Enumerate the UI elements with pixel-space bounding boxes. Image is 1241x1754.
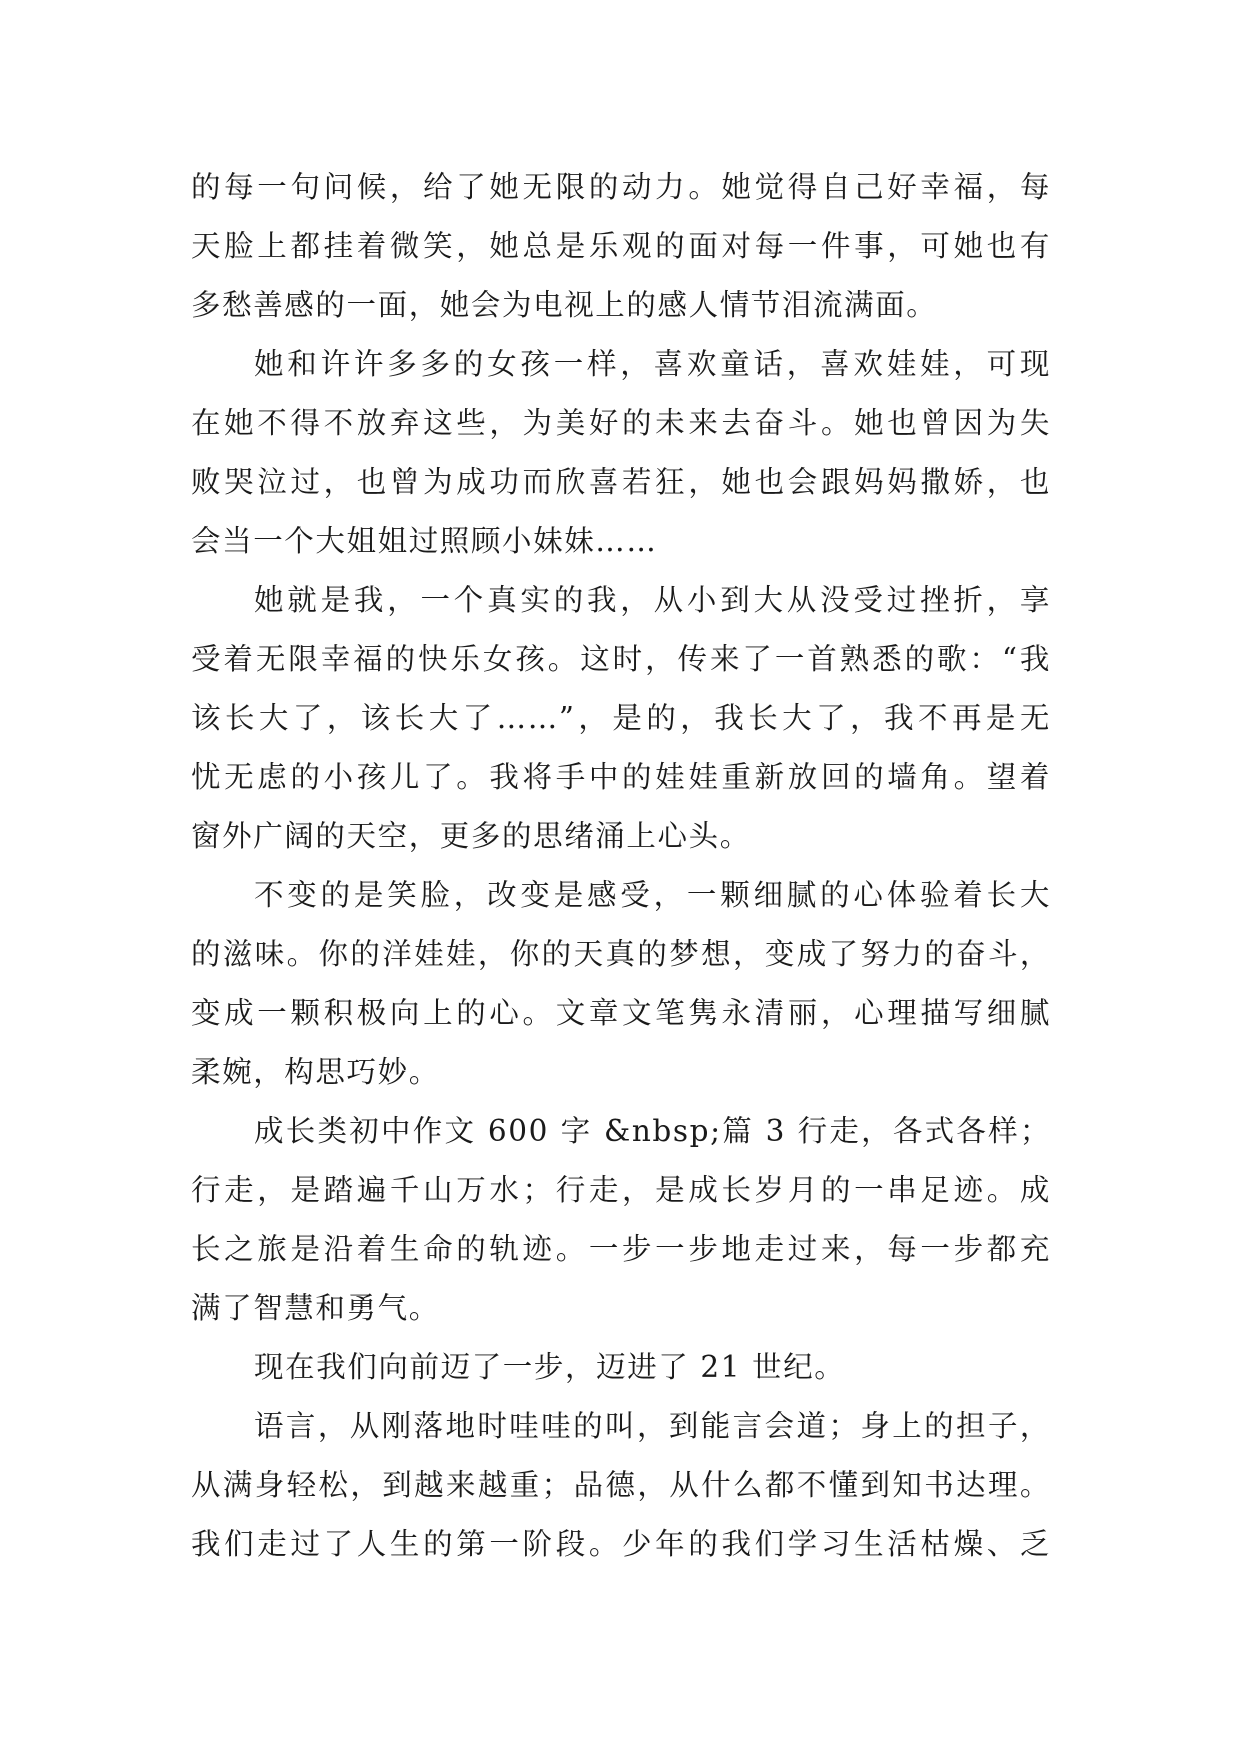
document-body (191, 158, 1051, 1574)
text-line: 行走，是踏遍千山万水；行走，是成长岁月的一串足迹。成 (191, 1173, 1051, 1207)
text-line: 语言，从刚落地时哇哇的叫，到能言会道；身上的担子， (254, 1409, 1051, 1443)
text-line: 受着无限幸福的快乐女孩。这时，传来了一首熟悉的歌：“我 (191, 642, 1051, 676)
text-line: 我们走过了人生的第一阶段。少年的我们学习生活枯燥、乏 (191, 1527, 1051, 1561)
text-line: 她就是我，一个真实的我，从小到大从没受过挫折，享 (254, 583, 1051, 617)
text-line: 长之旅是沿着生命的轨迹。一步一步地走过来，每一步都充 (191, 1232, 1051, 1266)
text-line: 从满身轻松，到越来越重；品德，从什么都不懂到知书达理。 (191, 1468, 1051, 1502)
text-line: 变成一颗积极向上的心。文章文笔隽永清丽，心理描写细腻 (191, 996, 1051, 1030)
text-line: 的滋味。你的洋娃娃，你的天真的梦想，变成了努力的奋斗， (191, 937, 1051, 971)
text-line: 会当一个大姐姐过照顾小妹妹…… (191, 524, 658, 558)
text-line: 现在我们向前迈了一步，迈进了 21 世纪。 (254, 1350, 846, 1384)
text-line: 她和许许多多的女孩一样，喜欢童话，喜欢娃娃，可现 (254, 347, 1051, 381)
text-line: 多愁善感的一面，她会为电视上的感人情节泪流满面。 (191, 288, 938, 322)
text-line: 不变的是笑脸，改变是感受，一颗细腻的心体验着长大 (254, 878, 1051, 912)
text-line: 天脸上都挂着微笑，她总是乐观的面对每一件事，可她也有 (191, 229, 1051, 263)
text-line: 该长大了，该长大了……”，是的，我长大了，我不再是无 (191, 701, 1051, 735)
text-line: 柔婉，构思巧妙。 (191, 1055, 440, 1089)
text-line: 败哭泣过，也曾为成功而欣喜若狂，她也会跟妈妈撒娇，也 (191, 465, 1051, 499)
text-line: 满了智慧和勇气。 (191, 1291, 440, 1325)
text-line: 在她不得不放弃这些，为美好的未来去奋斗。她也曾因为失 (191, 406, 1051, 440)
text-line: 成长类初中作文 600 字 &nbsp;篇 3 行走，各式各样； (254, 1114, 1051, 1148)
text-line: 窗外广阔的天空，更多的思绪涌上心头。 (191, 819, 751, 853)
text-line: 忧无虑的小孩儿了。我将手中的娃娃重新放回的墙角。望着 (191, 760, 1051, 794)
text-line: 的每一句问候，给了她无限的动力。她觉得自己好幸福，每 (191, 170, 1051, 204)
